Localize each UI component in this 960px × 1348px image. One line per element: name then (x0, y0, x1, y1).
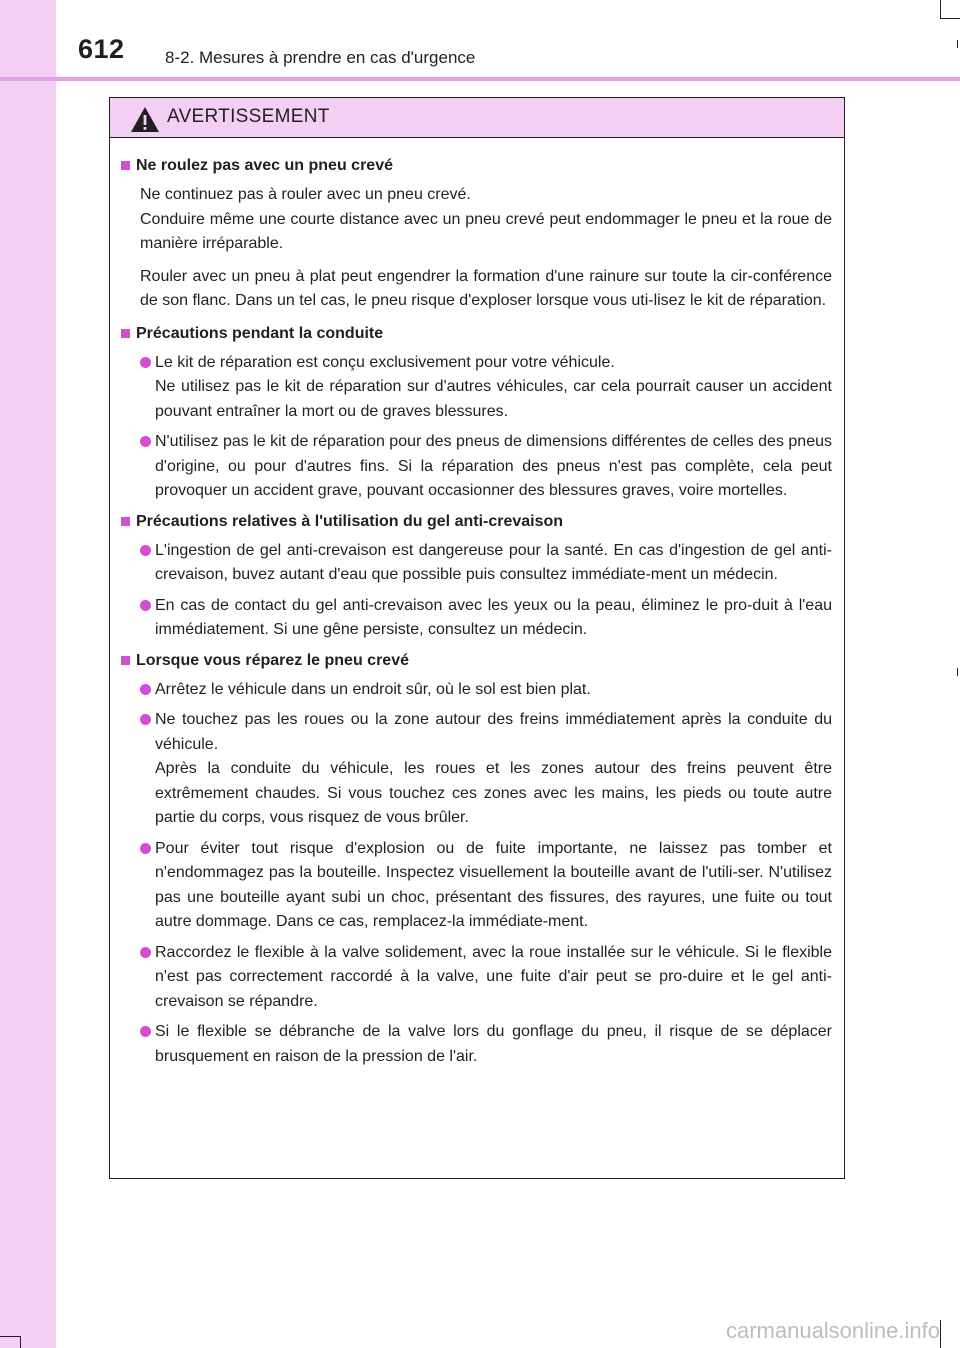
section-title: 8-2. Mesures à prendre en cas d'urgence (165, 48, 476, 67)
heading-square-icon (121, 517, 130, 526)
crop-mark (957, 40, 958, 48)
heading-square-icon (121, 329, 130, 338)
bullet-item: Ne touchez pas les roues ou la zone autour des freins immédiatement après la conduite du véhicule. Après la conduite du véhicule, les roues et les zones autour des freins peuvent être extrêmement chaudes. Si vous touchez ces zones avec les mains, les pieds ou toute autre partie du corps, vous risquez de vous brûler. (118, 708, 836, 831)
crop-mark (940, 1320, 941, 1348)
bullet-item: Si le flexible se débranche de la valve lors du gonflage du pneu, il risque de se déplacer brusquement en raison de la pression de l'air. (118, 1020, 836, 1069)
bullet-dot-icon (140, 600, 151, 611)
bullet-dot-icon (140, 843, 151, 854)
warning-title: AVERTISSEMENT (167, 106, 330, 127)
bullet-dot-icon (140, 684, 151, 695)
warning-box (109, 97, 845, 1179)
section-heading: Précautions relatives à l'utilisation du gel anti-crevaison (118, 510, 836, 534)
crop-mark (20, 1336, 21, 1348)
section-heading: Ne roulez pas avec un pneu crevé (118, 154, 836, 178)
header-rule (0, 77, 960, 81)
paragraph: Ne continuez pas à rouler avec un pneu crevé. Conduire même une courte distance avec un pneu crevé peut endommager le pneu et la roue de manière irréparable. (140, 186, 832, 252)
header-band (56, 0, 960, 80)
bullet-dot-icon (140, 357, 151, 368)
bullet-item: En cas de contact du gel anti-crevaison avec les yeux ou la peau, éliminez le pro-duit à l'eau immédiatement. Si une gêne persiste, consultez un médecin. (118, 594, 836, 643)
bullet-dot-icon (140, 1026, 151, 1037)
bullet-item: N'utilisez pas le kit de réparation pour des pneus de dimensions différentes de celles des pneus d'origine, ou pour d'autres fins. Si la réparation des pneus n'est pas complète, cela peut provoquer un accident grave, pouvant occasionner des blessures graves, voire mortelles. (118, 430, 836, 504)
crop-mark (940, 0, 941, 18)
page-number: 612 (78, 34, 125, 64)
crop-mark (0, 1336, 20, 1337)
bullet-dot-icon (140, 947, 151, 958)
paragraph: Rouler avec un pneu à plat peut engendrer la formation d'une rainure sur toute la cir-conférence de son flanc. Dans un tel cas, le pneu risque d'exploser lorsque vous uti-lisez le kit de réparation. (140, 267, 832, 309)
side-tab-band (0, 0, 56, 1348)
heading-square-icon (121, 161, 130, 170)
bullet-item: Arrêtez le véhicule dans un endroit sûr, où le sol est bien plat. (118, 678, 836, 703)
bullet-item: Le kit de réparation est conçu exclusivement pour votre véhicule. Ne utilisez pas le kit de réparation sur d'autres véhicules, car cela pourrait causer un accident pouvant entraîner la mort ou de graves blessures. (118, 351, 836, 425)
watermark: carmanualsonline.info (725, 1318, 940, 1343)
warning-content (110, 138, 844, 1069)
section-heading: Précautions pendant la conduite (118, 322, 836, 346)
bullet-dot-icon (140, 545, 151, 556)
bullet-dot-icon (140, 436, 151, 447)
bullet-item: L'ingestion de gel anti-crevaison est dangereuse pour la santé. En cas d'ingestion de gel anti-crevaison, buvez autant d'eau que possible puis consultez immédiate-ment un médecin. (118, 539, 836, 588)
crop-mark (940, 18, 960, 19)
section-heading: Lorsque vous réparez le pneu crevé (118, 649, 836, 673)
warning-triangle-icon (130, 106, 160, 133)
bullet-dot-icon (140, 714, 151, 725)
bullet-item: Raccordez le flexible à la valve solidement, avec la roue installée sur le véhicule. Si le flexible n'est pas correctement raccordé à la valve, une fuite d'air peut se pro-duire et le gel anti-crevaison se répandre. (118, 941, 836, 1015)
crop-mark (957, 668, 958, 676)
bullet-item: Pour éviter tout risque d'explosion ou de fuite importante, ne laissez pas tomber et n'endommagez pas la bouteille. Inspectez visuellement la bouteille avant de l'utili-ser. N'utilisez pas une bouteille ayant subi un choc, présentant des fissures, des rayures, une fuite ou tout autre dommage. Dans ce cas, remplacez-la immédiate-ment. (118, 837, 836, 935)
warning-header (110, 98, 844, 138)
heading-square-icon (121, 656, 130, 665)
